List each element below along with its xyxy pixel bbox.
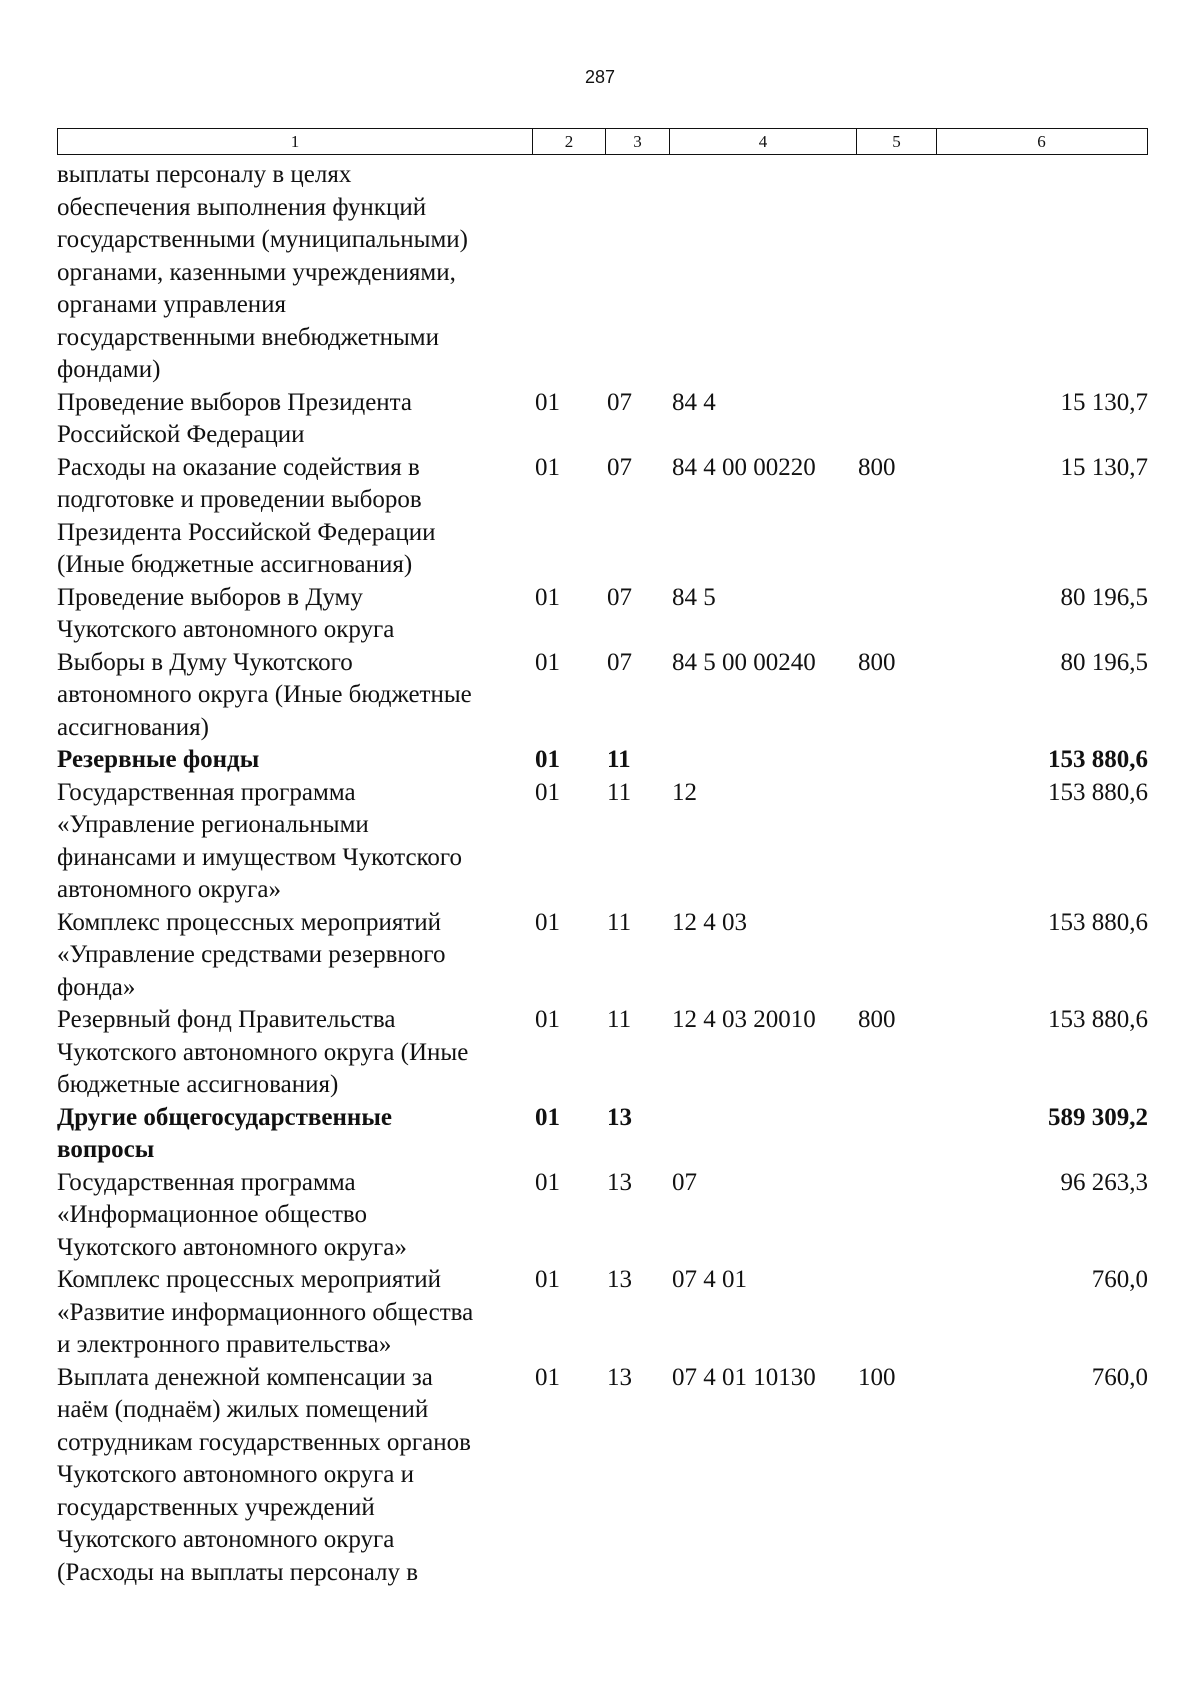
- row-amount: 80 196,5: [1060, 583, 1148, 611]
- column-number-header: [57, 128, 1148, 155]
- row-description: Государственная программа «Информационное общество Чукотского автономного округа»: [57, 1168, 407, 1261]
- column-number-6: 6: [1037, 132, 1046, 151]
- row-subsection-code: 07: [607, 388, 632, 416]
- row-expense-type: 100: [858, 1363, 896, 1391]
- row-amount: 80 196,5: [1060, 648, 1148, 676]
- row-description: Комплекс процессных мероприятий «Развитие информационного общества и электронного правительства»: [57, 1266, 474, 1358]
- row-subsection-code: 11: [607, 908, 632, 936]
- row-section-code: 01: [535, 778, 560, 806]
- row-amount: 153 880,6: [1048, 778, 1148, 806]
- table-row: [57, 1264, 1148, 1362]
- row-section-code: 01: [535, 1006, 560, 1033]
- row-subsection-code: 11: [607, 778, 632, 806]
- row-amount: 153 880,6: [1048, 1006, 1148, 1033]
- row-amount: 153 880,6: [1048, 908, 1148, 936]
- row-subsection-code: 11: [607, 746, 631, 773]
- column-number-2: 2: [533, 129, 606, 154]
- row-amount: 15 130,7: [1060, 453, 1148, 481]
- column-number-4: 4: [670, 129, 857, 154]
- table-row: [57, 387, 1148, 452]
- row-section-code: 01: [535, 583, 560, 611]
- row-description: Расходы на оказание содействия в подготовке и проведении выборов Президента Российской Федерации (Иные бюджетные ассигнования): [57, 453, 436, 578]
- row-target-code: 84 5 00 00240: [672, 648, 816, 676]
- row-description: Государственная программа «Управление региональными финансами и имуществом Чукотского автономного округа»: [57, 778, 463, 903]
- row-section-code: 01: [535, 1168, 560, 1196]
- row-section-code: 01: [535, 1103, 560, 1131]
- table-row: [57, 1004, 1148, 1102]
- table-row: [57, 647, 1148, 745]
- row-section-code: 01: [535, 648, 560, 676]
- row-subsection-code: 07: [607, 453, 632, 481]
- table-row: [57, 1362, 1148, 1590]
- row-expense-type: 800: [858, 453, 896, 481]
- table-row: [57, 777, 1148, 907]
- table-row: [57, 744, 1148, 777]
- row-target-code: 84 4 00 00220: [672, 453, 816, 481]
- row-target-code: 07: [672, 1168, 697, 1196]
- row-target-code: 84 4: [672, 388, 716, 416]
- row-section-code: 01: [535, 1363, 560, 1391]
- row-expense-type: 800: [858, 648, 896, 676]
- row-target-code: 12: [672, 778, 697, 806]
- page-number: 287: [584, 67, 616, 87]
- row-subsection-code: 07: [607, 583, 632, 611]
- row-description: Комплекс процессных мероприятий «Управление средствами резервного фонда»: [57, 908, 446, 1001]
- row-target-code: 12 4 03 20010: [672, 1006, 816, 1033]
- table-row: [57, 1102, 1148, 1167]
- row-section-code: 01: [535, 453, 560, 481]
- row-description: Резервные фонды: [57, 746, 260, 773]
- row-description: Проведение выборов в Думу Чукотского автономного округа: [57, 583, 395, 643]
- row-subsection-code: 11: [607, 1006, 632, 1033]
- row-target-code: 84 5: [672, 583, 716, 611]
- row-subsection-code: 13: [607, 1266, 632, 1293]
- row-amount: 15 130,7: [1060, 388, 1148, 416]
- row-description: выплаты персоналу в целях обеспечения выполнения функций государственными (муниципальными) органами, казенными учреждениями, органами управления государственными внебюджетными фондами): [57, 161, 468, 383]
- row-description: Проведение выборов Президента Российской Федерации: [57, 388, 413, 448]
- table-row: [57, 159, 1148, 387]
- table-row: [57, 582, 1148, 647]
- column-number-3: 3: [606, 129, 670, 154]
- row-description: Выборы в Думу Чукотского автономного округа (Иные бюджетные ассигнования): [57, 648, 472, 741]
- row-amount: 96 263,3: [1060, 1168, 1148, 1196]
- row-expense-type: 800: [858, 1006, 896, 1033]
- row-amount: 760,0: [1091, 1266, 1148, 1293]
- table-row: [57, 452, 1148, 582]
- table-row: [57, 1167, 1148, 1265]
- table-row: [57, 907, 1148, 1005]
- row-target-code: 07 4 01 10130: [672, 1363, 816, 1391]
- row-section-code: 01: [535, 388, 560, 416]
- row-description: Другие общегосударственные вопросы: [57, 1103, 392, 1163]
- row-section-code: 01: [535, 746, 560, 773]
- column-number-5: 5: [857, 129, 937, 154]
- row-subsection-code: 13: [607, 1103, 632, 1131]
- row-description: Резервный фонд Правительства Чукотского автономного округа (Иные бюджетные ассигнования): [57, 1006, 469, 1098]
- row-amount: 153 880,6: [1048, 746, 1148, 773]
- row-subsection-code: 07: [607, 648, 632, 676]
- row-subsection-code: 13: [607, 1363, 632, 1391]
- budget-table: [57, 159, 1148, 1589]
- row-section-code: 01: [535, 1266, 560, 1293]
- row-target-code: 07 4 01: [672, 1266, 747, 1293]
- column-number-1: 1: [58, 129, 533, 154]
- row-description: Выплата денежной компенсации за наём (поднаём) жилых помещений сотрудникам государственных органов Чукотского автономного округа и государственных учреждений Чукотского автономного округа (Расходы на выплаты персоналу в: [57, 1363, 471, 1586]
- row-target-code: 12 4 03: [672, 908, 747, 936]
- row-subsection-code: 13: [607, 1168, 632, 1196]
- row-section-code: 01: [535, 908, 560, 936]
- row-amount: 589 309,2: [1048, 1103, 1148, 1131]
- row-amount: 760,0: [1091, 1363, 1148, 1391]
